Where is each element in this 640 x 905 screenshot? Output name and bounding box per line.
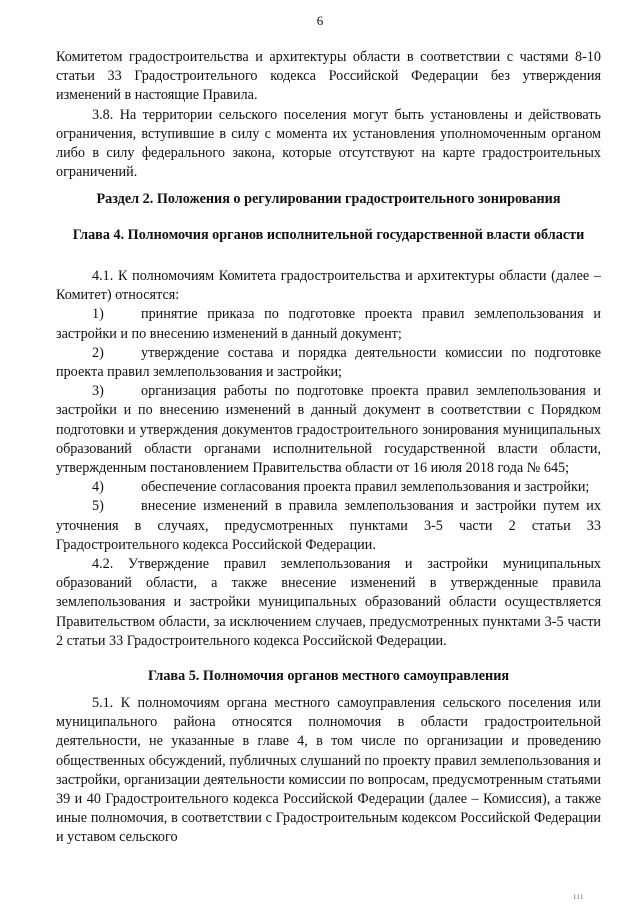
list-item-number: 5) xyxy=(92,498,104,515)
section-2-title: Раздел 2. Положения о регулировании градостроительного зонирования xyxy=(96,191,561,207)
list-item-text: внесение изменений в правила землепользования и застройки путем их уточнения в случаях, предусмотренных пунктами 3-5 части 2 статьи 33 Градостроительного кодекса Российской Федерации. xyxy=(56,498,601,553)
list-item xyxy=(56,382,601,478)
list-item-number: 3) xyxy=(92,383,104,400)
list-item-text: принятие приказа по подготовке проекта правил землепользования и застройки и по внесению изменений в данный документ; xyxy=(56,306,601,342)
list-item-number: 1) xyxy=(92,306,104,323)
list-item-number: 4) xyxy=(92,479,104,496)
page-number: 6 xyxy=(316,13,324,28)
paragraph-4-2: 4.2. Утверждение правил землепользования и застройки муниципальных образований области, а также внесение изменений в утвержденные правила землепользования и застройки муниципальных образований области осуществляется Правительством области, за исключением случаев, предусмотренных пунктами 3-5 части 2 статьи 33 Градостроительного кодекса Российской Федерации. xyxy=(56,556,601,649)
intro-block xyxy=(56,48,601,182)
list-item-text: утверждение состава и порядка деятельности комиссии по подготовке проекта правил землепользования и застройки; xyxy=(56,344,601,381)
paragraph-4-1: 4.1. К полномочиям Комитета градостроительства и архитектуры области (далее – Комитет) относятся: xyxy=(56,268,601,304)
paragraph-5-1: 5.1. К полномочиям органа местного самоуправления сельского поселения или муниципального района относятся полномочия в области градостроительной деятельности, не указанные в главе 4, в том числе по организации и проведению общественных обсуждений, публичных слушаний по проекту правил землепользования и застройки, организации деятельности комиссии по вопросам, предусмотренным статьями 39 и 40 Градостроительного кодекса Российской Федерации (далее – Комиссия), а также иные полномочия, в соответствии с Градостроительным кодексом Российской Федерации и уставом сельского xyxy=(56,695,601,846)
list-item xyxy=(56,497,601,555)
chapter-5-heading-block xyxy=(56,667,601,686)
list-item-text: обеспечение согласования проекта правил землепользования и застройки; xyxy=(141,479,590,496)
scan-mark: ııı xyxy=(573,891,584,901)
chapter-4-title: Глава 4. Полномочия органов исполнительной государственной власти области xyxy=(72,227,585,243)
chapter-5-body xyxy=(56,694,601,848)
list-item xyxy=(56,478,601,497)
list-item xyxy=(56,344,601,382)
paragraph-intro: Комитетом градостроительства и архитектуры области в соответствии с частями 8-10 статьи 33 Градостроительного кодекса Российской Федерации без утверждения изменений в настоящие Правила. xyxy=(56,49,601,104)
chapter-5-title: Глава 5. Полномочия органов местного самоуправления xyxy=(147,668,510,684)
list-item xyxy=(56,305,601,343)
list-item-number: 2) xyxy=(92,344,104,361)
chapter-4-body xyxy=(56,267,601,651)
section-2-heading-block xyxy=(56,190,601,209)
chapter-4-block xyxy=(56,226,601,245)
list-item-text: организация работы по подготовке проекта правил землепользования и застройки и по внесению изменений в данный документ в соответствии с Порядком подготовки и утверждения документов градостроительного зонирования муниципальных образований области органами исполнительной государственной власти области, утвержденным постановлением Правительства области от 16 июля 2018 года № 645; xyxy=(56,383,601,477)
paragraph-3-8: 3.8. На территории сельского поселения могут быть установлены и действовать ограничения, вступившие в силу с момента их установления уполномоченным органом либо в силу федерального закона, которые отсутствуют на карте градостроительных ограничений. xyxy=(56,106,601,181)
